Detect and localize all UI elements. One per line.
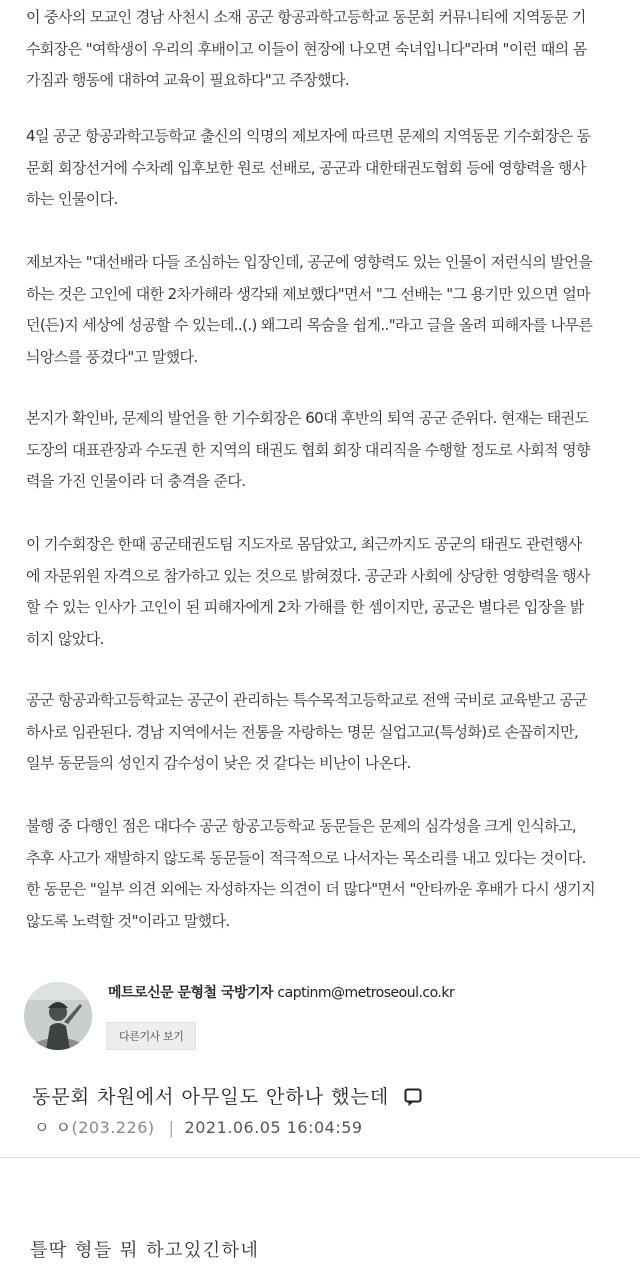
article-paragraph: 공군 항공과학고등학교는 공군이 관리하는 특수목적고등학교로 전액 국비로 교육받고 공군 하사로 임관된다. 경남 지역에서는 전통을 자랑하는 명문 실업고교(특성화)로 손꼽히지만, 일부 동문들의 성인지 감수성이 낮은 것 같다는 비난이 나온다.: [26, 691, 588, 772]
reporter-avatar: [24, 982, 92, 1050]
reporter-byline: [24, 982, 624, 1062]
comment-timestamp: 2021.06.05 16:04:59: [184, 1118, 363, 1137]
comment-icon: [404, 1088, 422, 1111]
article-paragraph: 이 기수회장은 한때 공군태권도팀 지도자로 몸담았고, 최근까지도 공군의 태권도 관련행사 에 자문위원 자격으로 참가하고 있는 것으로 밝혀졌다. 공군과 사회에 상당한 영향력을 행사 할 수 있는 인사가 고인이 된 피해자에게 2차 가해를 한 셈이지만, 공군은 별다른 입장을 밝 히지 않았다.: [26, 535, 590, 648]
comment-title[interactable]: 동문회 차원에서 아무일도 안하나 했는데: [32, 1086, 390, 1108]
reporter-email[interactable]: captinm@metroseoul.co.kr: [277, 985, 455, 1001]
comment-body: 틀딱 형들 뭐 하고있긴하네: [30, 1240, 260, 1261]
article-paragraph: 4일 공군 항공과학고등학교 출신의 익명의 제보자에 따르면 문제의 지역동문 기수회장은 동 문회 회장선거에 수차례 입후보한 원로 선배로, 공군과 대한태권도협회 등에 영향력을 행사 하는 인물이다.: [26, 127, 591, 208]
article-paragraph: 제보자는 "대선배라 다들 조심하는 입장인데, 공군에 영향력도 있는 인물이 저런식의 발언을 하는 것은 고인에 대한 2차가해라 생각돼 제보했다"면서 "그 선배는 "그 용기만 있으면 얼마 던(든)지 세상에 성공할 수 있는데..(.) 왜그리 목숨을 쉽게.."라고 글을 올려 피해자를 나무른 늬앙스를 풍겼다"고 말했다.: [26, 253, 593, 366]
comment-author: ㅇ ㅇ: [34, 1118, 72, 1137]
reporter-name: [108, 982, 454, 1002]
comment-ip: (203.226): [71, 1118, 155, 1137]
article-paragraph: 불행 중 다행인 점은 대다수 공군 항공고등학교 동문들은 문제의 심각성을 크게 인식하고, 추후 사고가 재발하지 않도록 동문들이 적극적으로 나서자는 목소리를 내고 있다는 것이다. 한 동문은 "일부 의견 외에는 자성하자는 의견이 더 많다"면서 "안타까운 후배가 다시 생기지 않도록 노력할 것"이라고 말했다.: [26, 817, 595, 930]
meta-separator: |: [168, 1118, 175, 1137]
comment-meta: [34, 1115, 363, 1138]
reporter-label: 메트로신문 문형철 국방기자: [108, 985, 274, 1001]
article-paragraph: 본지가 확인바, 문제의 발언을 한 기수회장은 60대 후반의 퇴역 공군 준위다. 현재는 태권도 도장의 대표관장과 수도권 한 지역의 태권도 협회 회장 대리직을 수행할 정도로 사회적 영향 력을 가진 인물이라 더 충격을 준다.: [26, 409, 590, 490]
comment-divider: [0, 1157, 640, 1158]
reporter-photo-icon: [24, 982, 92, 1050]
article-paragraph: 이 중사의 모교인 경남 사천시 소재 공군 항공과학고등학교 동문회 커뮤니티에 지역동문 기 수회장은 "여학생이 우리의 후배이고 이들이 현장에 나오면 숙녀입니다"라며 "이런 때의 몸 가짐과 행동에 대하여 교육이 필요하다"고 주장했다.: [26, 8, 587, 89]
comment-title-row: [32, 1082, 422, 1111]
more-articles-button[interactable]: 다른기사 보기: [106, 1022, 196, 1050]
